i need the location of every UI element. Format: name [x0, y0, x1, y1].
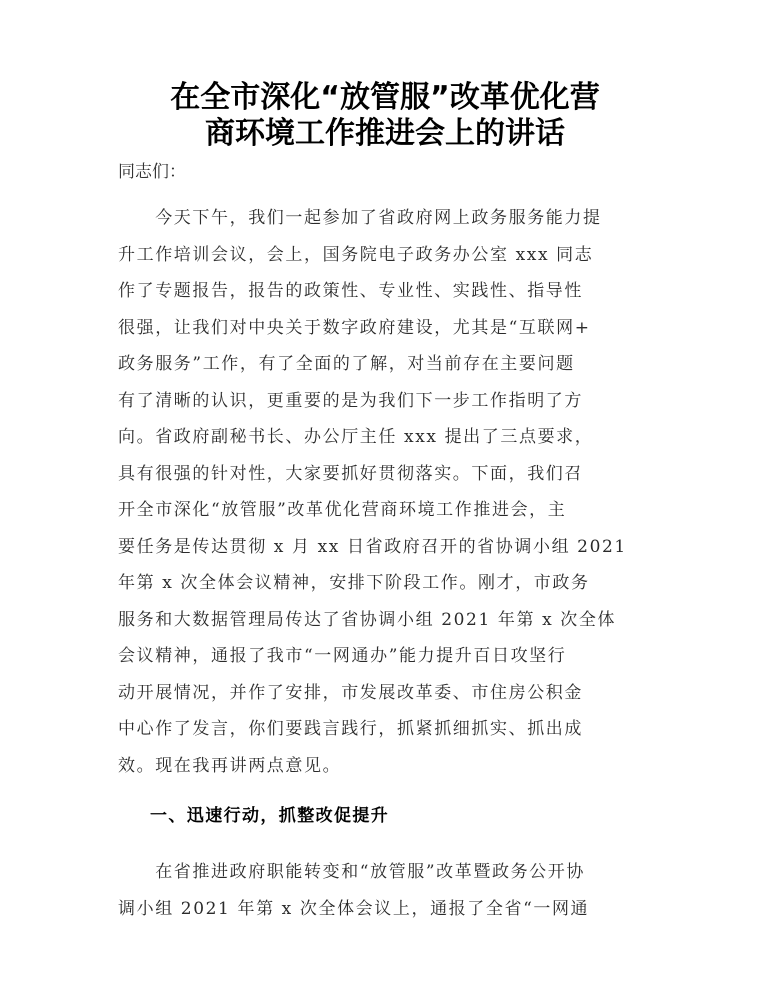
paragraph-1	[118, 200, 638, 784]
title-line-2: 商环境工作推进会上的讲话	[205, 116, 565, 151]
section-1-heading: 一、迅速行动，抓整改促提升	[150, 806, 390, 826]
paragraph-line: 今天下午，我们一起参加了省政府网上政务服务能力提	[118, 208, 602, 228]
paragraph-line: 调小组 2021 年第 x 次全体会议上，通报了全省“一网通	[118, 898, 590, 919]
paragraph-line: 向。省政府副秘书长、办公厅主任 xxx 提出了三点要求，	[118, 427, 594, 447]
paragraph-line: 动开展情况，并作了安排，市发展改革委、市住房公积金	[118, 682, 583, 703]
title-line-1: 在全市深化“放管服”改革优化营	[170, 80, 600, 115]
paragraph-line: 开全市深化“放管服”改革优化营商环境工作推进会，主	[118, 500, 567, 520]
paragraph-line: 具有很强的针对性，大家要抓好贯彻落实。下面，我们召	[118, 463, 583, 484]
paragraph-line: 要任务是传达贯彻 x 月 xx 日省政府召开的省协调小组 2021	[118, 536, 627, 557]
paragraph-line: 在省推进政府职能转变和“放管服”改革暨政务公开协	[118, 862, 585, 882]
paragraph-line: 很强，让我们对中央关于数字政府建设，尤其是“互联网+	[118, 317, 591, 338]
greeting: 同志们：	[118, 162, 186, 182]
paragraph-line: 作了专题报告，报告的政策性、专业性、实践性、指导性	[118, 281, 583, 301]
paragraph-line: 效。现在我再讲两点意见。	[118, 755, 342, 776]
paragraph-line: 有了清晰的认识，更重要的是为我们下一步工作指明了方	[118, 390, 583, 411]
paragraph-line: 年第 x 次全体会议精神，安排下阶段工作。刚才，市政务	[118, 573, 590, 593]
paragraph-line: 服务和大数据管理局传达了省协调小组 2021 年第 x 次全体	[118, 609, 617, 630]
document-title	[100, 80, 670, 152]
paragraph-line: 中心作了发言，你们要践言践行，抓紧抓细抓实、抓出成	[118, 719, 583, 739]
paragraph-2	[118, 854, 638, 927]
paragraph-line: 升工作培训会议，会上，国务院电子政务办公室 xxx 同志	[118, 244, 594, 265]
paragraph-line: 会议精神，通报了我市“一网通办”能力提升百日攻坚行	[118, 646, 567, 666]
paragraph-line: 政务服务”工作，有了全面的了解，对当前存在主要问题	[118, 354, 575, 374]
